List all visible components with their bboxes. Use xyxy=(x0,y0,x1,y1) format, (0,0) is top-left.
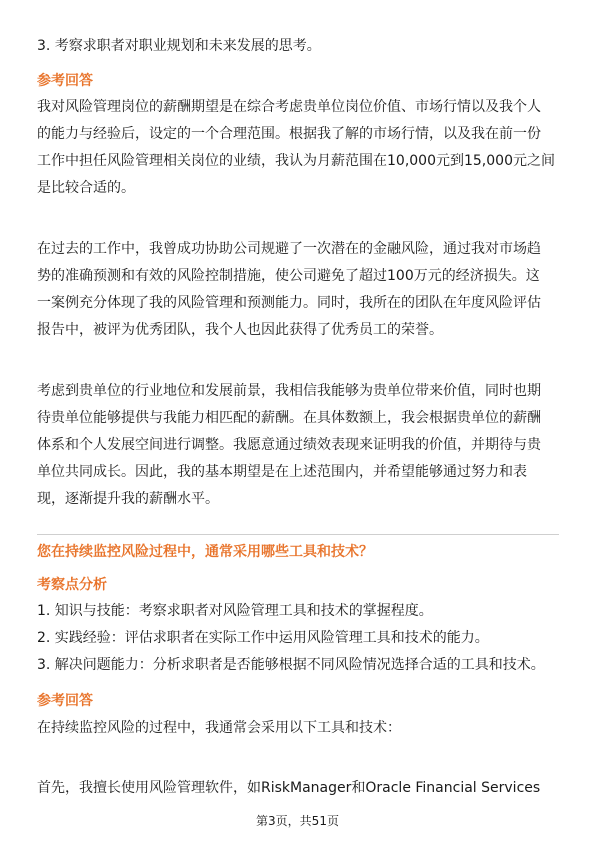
reference-answer-heading: 参考回答 xyxy=(37,73,93,89)
list-item: 1. 知识与技能：考察求职者对风险管理工具和技术的掌握程度。 xyxy=(37,603,433,619)
paragraph-line: 在过去的工作中，我曾成功协助公司规避了一次潜在的金融风险，通过我对市场趋 xyxy=(37,241,541,257)
list-item: 3. 解决问题能力：分析求职者是否能够根据不同风险情况选择合适的工具和技术。 xyxy=(37,657,545,673)
paragraph-line: 一案例充分体现了我的风险管理和预测能力。同时，我所在的团队在年度风险评估 xyxy=(37,295,541,311)
evaluation-point-3: 3. 考察求职者对职业规划和未来发展的思考。 xyxy=(37,38,321,54)
question-heading: 您在持续监控风险过程中，通常采用哪些工具和技术？ xyxy=(37,544,373,560)
answer-intro: 在持续监控风险的过程中，我通常会采用以下工具和技术： xyxy=(37,720,401,736)
paragraph-line: 的能力与经验后，设定的一个合理范围。根据我了解的市场行情，以及我在前一份 xyxy=(37,126,541,142)
paragraph-line: 待贵单位能够提供与我能力相匹配的薪酬。在具体数额上，我会根据贵单位的薪酬 xyxy=(37,410,541,426)
reference-answer-heading: 参考回答 xyxy=(37,693,93,709)
section-divider xyxy=(37,534,559,535)
page-number-footer: 第3页，共51页 xyxy=(256,814,339,828)
list-item: 2. 实践经验：评估求职者在实际工作中运用风险管理工具和技术的能力。 xyxy=(37,630,489,646)
paragraph-line: 体系和个人发展空间进行调整。我愿意通过绩效表现来证明我的价值，并期待与贵 xyxy=(37,437,541,453)
paragraph-line: 工作中担任风险管理相关岗位的业绩，我认为月薪范围在10,000元到15,000元之间 xyxy=(37,153,555,169)
paragraph-line: 是比较合适的。 xyxy=(37,180,135,196)
answer-first-line: 首先，我擅长使用风险管理软件，如RiskManager和Oracle Financial Services xyxy=(37,780,541,796)
analysis-heading: 考察点分析 xyxy=(37,577,107,593)
paragraph-line: 报告中，被评为优秀团队，我个人也因此获得了优秀员工的荣誉。 xyxy=(37,322,443,338)
paragraph-line: 我对风险管理岗位的薪酬期望是在综合考虑贵单位岗位价值、市场行情以及我个人 xyxy=(37,99,541,115)
paragraph-line: 势的准确预测和有效的风险控制措施，使公司避免了超过100万元的经济损失。这 xyxy=(37,268,540,284)
paragraph-line: 单位共同成长。因此，我的基本期望是在上述范围内，并希望能够通过努力和表 xyxy=(37,464,527,480)
paragraph-line: 考虑到贵单位的行业地位和发展前景，我相信我能够为贵单位带来价值，同时也期 xyxy=(37,383,541,399)
paragraph-line: 现，逐渐提升我的薪酬水平。 xyxy=(37,491,219,507)
